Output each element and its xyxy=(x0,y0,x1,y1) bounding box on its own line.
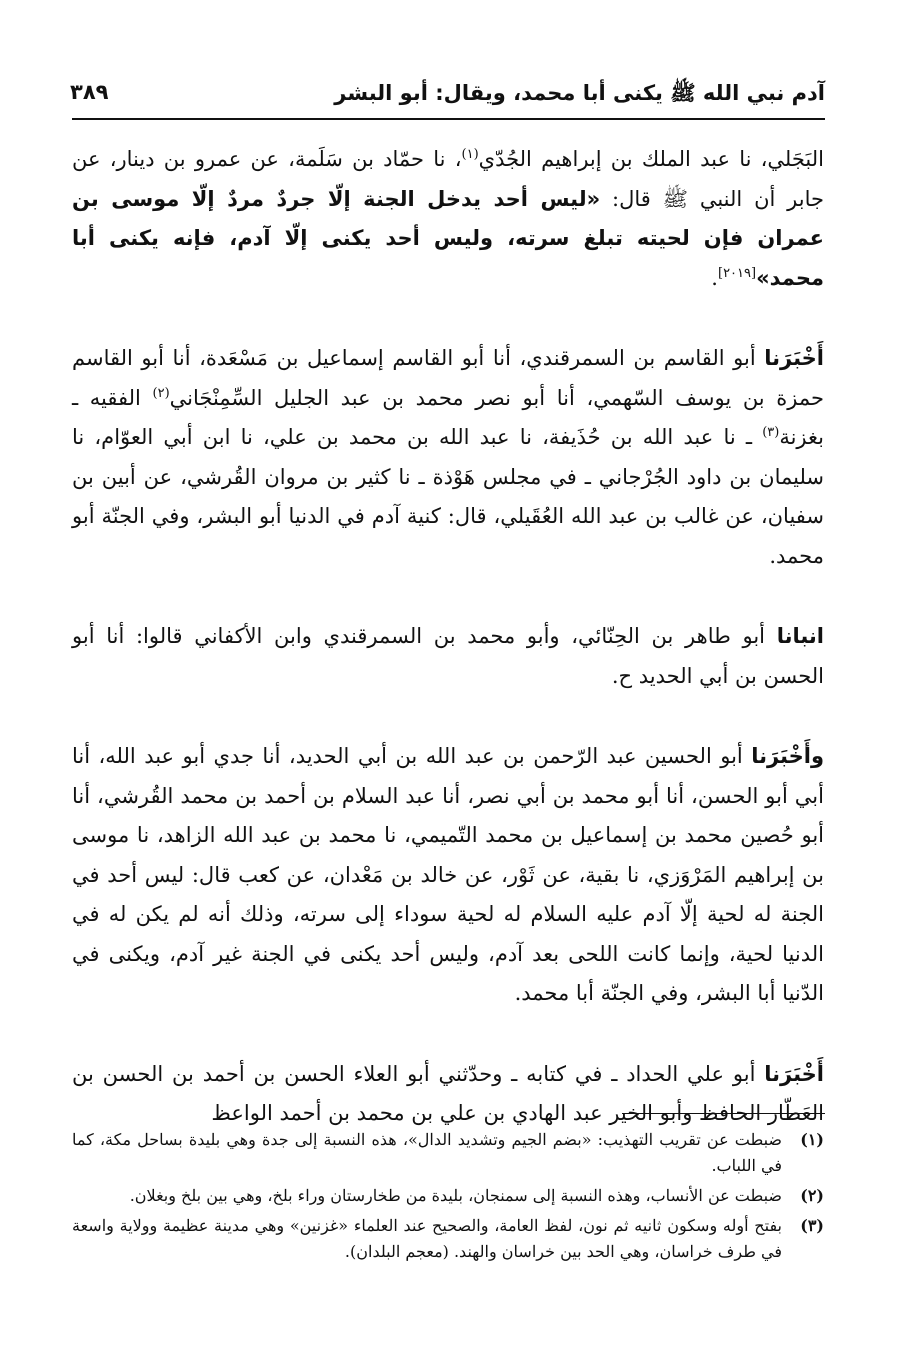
header-divider xyxy=(72,118,825,120)
footnote-text: ضبطت عن الأنساب، وهذه النسبة إلى سمنجان، بليدة من طخارستان وراء بلخ، وهي بين بلخ وبغلان. xyxy=(129,1186,782,1205)
paragraph xyxy=(72,617,824,696)
footnote xyxy=(72,1213,824,1265)
reference-marker: [٢٠١٩] xyxy=(717,265,757,281)
text-segment: ـ نا عبد الله بن حُذَيفة، نا عبد الله بن محمد بن علي، نا ابن أبي العوّام، نا سليمان بن داود الجُرْجاني ـ في مجلس هَوْذة ـ نا كثير بن مروان القُرشي، عن أبين بن سفيان، عن غالب بن عبد الله العُقَيلي، قال: كنية آدم في الدنيا أبو البشر، وفي الجنّة أبو محمد. xyxy=(72,425,824,568)
footnote-number: (٣) xyxy=(800,1216,824,1235)
text-segment: الفقيه ـ بغزنة xyxy=(72,385,824,449)
hadith-text: «ليس أحد يدخل الجنة إلّا جردٌ مردٌ إلّا موسى بن عمران فإن لحيته تبلغ سرته، وليس أحد يكنى إلّا آدم، فإنه يكنى أبا محمد» xyxy=(72,186,824,290)
reference-marker: (٢) xyxy=(152,385,170,401)
paragraph-gap xyxy=(72,696,824,737)
footnotes xyxy=(72,1127,824,1269)
reference-marker: (١) xyxy=(461,147,479,162)
text-segment: . xyxy=(711,265,718,290)
text-segment: أبو طاهر بن الحِنّائي، وأبو محمد بن السمرقندي وابن الأكفاني قالوا: أنا أبو الحسن بن أبي الحديد ح. xyxy=(72,624,824,688)
footnote-number: (١) xyxy=(800,1130,824,1149)
running-title: آدم نبي الله ﷺ يكنى أبا محمد، ويقال: أبو البشر xyxy=(334,81,825,105)
paragraph xyxy=(72,339,824,576)
footnote-divider xyxy=(622,1113,825,1114)
footnote-text: ضبطت عن تقريب التهذيب: «بضم الجيم وتشديد الدال»، هذه النسبة إلى جدة وهي بليدة بساحل مكة، كما في اللباب. xyxy=(72,1130,782,1175)
footnote xyxy=(72,1127,824,1179)
paragraph xyxy=(72,140,824,298)
footnote xyxy=(72,1183,824,1209)
narration-keyword: وأَخْبَرَنا xyxy=(751,744,824,768)
text-segment: أبو علي الحداد ـ في كتابه ـ وحدّثني أبو العلاء الحسن بن أحمد بن الحسن بن العَطّار الحافظ وأبو الخير عبد الهادي بن علي بن محمد بن أحمد الواعظ xyxy=(72,1061,824,1125)
text-segment: أبو الحسين عبد الرّحمن بن عبد الله بن أبي الحديد، أنا جدي أبو عبد الله، أنا أبي أبو الحسن، أنا أبو محمد بن أبي نصر، أنا عبد السلام بن أحمد بن محمد القُرشي، أنا أبو حُصين محمد بن إسماعيل بن محمد التّميمي، نا محمد بن عبد الله الزاهد، نا موسى بن إبراهيم المَرْوَزي، نا بقية، عن ثَوْر، عن خالد بن مَعْدان، عن كعب قال: ليس أحد في الجنة له لحية إلّا آدم عليه السلام له لحية سوداء إلى سرته، وذلك أنه لم يكن له في الدنيا لحية، وإنما كانت اللحى بعد آدم، وليس أحد يكنى في الجنة غير آدم، ويكنى في الدّنيا أبا البشر، وفي الجنّة أبا محمد. xyxy=(72,744,824,1005)
narration-keyword: أَخْبَرَنا xyxy=(764,1061,824,1086)
reference-marker: (٣) xyxy=(762,425,780,440)
page-number: ٣٨٩ xyxy=(70,80,109,104)
paragraph xyxy=(72,1055,824,1134)
footnote-number: (٢) xyxy=(800,1186,824,1205)
footnote-text: بفتح أوله وسكون ثانيه ثم نون، لفظ العامة، والصحيح عند العلماء «غزنين» وهي مدينة عظيمة وولاية واسعة في طرف خراسان، وهي الحد بين خراسان والهند. (معجم البلدان). xyxy=(72,1216,782,1261)
paragraph-gap xyxy=(72,576,824,617)
text-segment: أبو القاسم بن السمرقندي، أنا أبو القاسم إسماعيل بن مَسْعَدة، أنا أبو القاسم حمزة بن يوسف السّهمي، أنا أبو نصر محمد بن عبد الجليل السِّمِنْجَاني xyxy=(72,346,825,410)
narration-keyword: أَخْبَرَنا xyxy=(764,346,824,370)
narration-keyword: انبانا xyxy=(776,624,824,648)
paragraph-gap xyxy=(72,298,824,339)
paragraph xyxy=(72,737,824,1014)
text-segment: البَجَلي، نا عبد الملك بن إبراهيم الجُدّي xyxy=(478,147,825,171)
text-segment: ، نا حمّاد بن سَلَمة، عن عمرو بن دينار، عن جابر أن النبي ﷺ قال: xyxy=(72,147,824,211)
paragraph-gap xyxy=(72,1014,824,1055)
running-header xyxy=(70,78,825,118)
main-text xyxy=(72,140,824,1134)
